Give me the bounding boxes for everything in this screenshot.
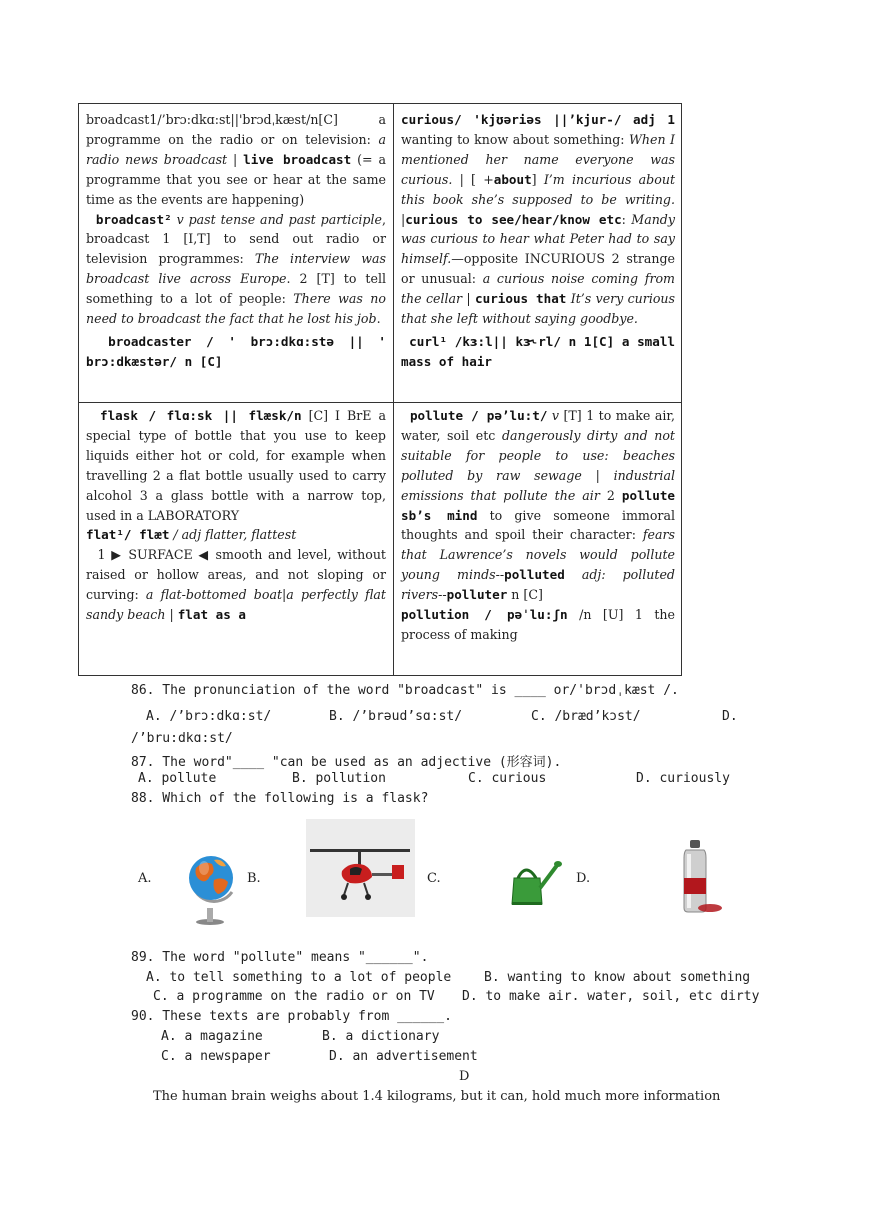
curious-headword: curious/ 'kjʊəriəs ||’kjur-/ adj 1 (401, 112, 675, 127)
broadcast2-headword: broadcast² (95, 211, 172, 227)
q87-option-d[interactable]: D. curiously (636, 771, 730, 786)
table-divider-vertical (393, 104, 394, 675)
q90-option-a[interactable]: A. a magazine (161, 1029, 263, 1044)
question-89: 89. The word "pollute" means "______". (131, 950, 429, 965)
watering-can-icon[interactable] (500, 856, 562, 912)
q90-option-d[interactable]: D. an advertisement (329, 1049, 478, 1064)
broadcast-headword: broadcast1/’brɔ:dkɑ:st||'brɔdˌkæst/n[C] (86, 112, 338, 127)
q87-option-b[interactable]: B. pollution (292, 771, 386, 786)
pollute-headword: pollute / pə’lu:t/ (409, 408, 548, 423)
passage-first-line: The human brain weighs about 1.4 kilograms, but it can, hold much more information (153, 1089, 721, 1104)
q87-option-a[interactable]: A. pollute (138, 771, 217, 786)
q87-option-c[interactable]: C. curious (468, 771, 547, 786)
q89-option-a[interactable]: A. to tell something to a lot of people (146, 970, 452, 985)
q88-option-b[interactable]: B. (247, 871, 261, 886)
entry-pollute: pollute / pə’lu:t/ v [T] 1 to make air, water, soil etc dangerously dirty and not suitable for people to use: beaches polluted by raw sewage | industrial emissions that pollute the air 2 pollute sb’s mind to give someone immoral thoughts and spoil their character: fears that Lawrence’s novels would pollute young minds--polluted adj: polluted rivers--polluter n [C] pollution / pəˈlu:ʃn /n [U] 1 the process of making (401, 408, 675, 642)
dictionary-table (78, 103, 682, 676)
q90-option-b[interactable]: B. a dictionary (322, 1029, 440, 1044)
q86-option-d-text: /’bru:dkɑ:st/ (131, 731, 233, 746)
flat-headword: flat¹/ flæt (86, 527, 170, 543)
flask-bottle-icon[interactable] (676, 838, 726, 916)
section-letter: D (459, 1069, 470, 1084)
entry-broadcast: broadcast1/’brɔ:dkɑ:st||'brɔdˌkæst/n[C] a programme on the radio or on television: a radio news broadcast | live broadcast (= a programme that you see or hear at the same time as the events are happening) broadcast² v past tense and past participle, broadcast 1 [I,T] to send out radio or television programmes: The interview was broadcast live across Europe. 2 [T] to tell something to a lot of people: There was no need to broadcast the fact that he lost his job. broadcaster / ' brɔ:dkɑ:stə || ' brɔ:dkæstər/ n [C] (86, 112, 387, 369)
gyrocopter-icon[interactable] (306, 819, 415, 917)
table-divider-horizontal (79, 402, 681, 403)
entry-curious: curious/ 'kjʊəriəs ||’kjur-/ adj 1 wanting to know about something: When I mentioned her name everyone was curious. | [ +about] I’m incurious about this book she’s supposed to be writing. |curious to see/hear/know etc: Mandy was curious to hear what Peter had to say himself.—opposite INCURIOUS 2 strange or unusual: a curious noise coming from the cellar | curious that It’s very curious that she left without saying goodbye. curl¹ /kɜ:l|| kɜ˞rl/ n 1[C] a small mass of hair (401, 112, 676, 369)
flask-headword: flask / flɑ:sk || flæsk/n (100, 408, 302, 423)
globe-icon[interactable] (184, 850, 239, 926)
q86-option-d[interactable]: D. (722, 709, 738, 724)
q86-option-a[interactable]: A. /’brɔ:dkɑ:st/ (146, 709, 272, 724)
question-86: 86. The pronunciation of the word "broadcast" is ____ or/'brɔdˌkæst /. (131, 683, 679, 698)
q89-option-d[interactable]: D. to make air. water, soil, etc dirty (462, 989, 760, 1004)
q88-option-d[interactable]: D. (576, 871, 591, 886)
q89-option-c[interactable]: C. a programme on the radio or on TV (153, 989, 435, 1004)
q89-option-b[interactable]: B. wanting to know about something (484, 970, 751, 985)
q88-option-a[interactable]: A. (138, 871, 152, 886)
pollution-headword: pollution / pəˈlu:ʃn (401, 607, 568, 623)
entry-flask: flask / flɑ:sk || flæsk/n [C] I BrE a special type of bottle that you use to keep liquids either hot or cold, for example when travelling 2 a flat bottle usually used to carry alcohol 3 a glass bottle with a narrow top, used in a LABORATORY flat¹/ flæt / adj flatter, flattest 1 ▶ SURFACE ◀ smooth and level, without raised or hollow areas, and not sloping or curving: a flat-bottomed boat|a perfectly flat sandy beach | flat as a (86, 408, 386, 623)
q86-option-b[interactable]: B. /’brəud’sɑ:st/ (329, 709, 463, 724)
question-87: 87. The word"____ "can be used as an adjective (形容词). (131, 755, 562, 770)
q86-option-c[interactable]: C. /bræd’kɔst/ (531, 709, 641, 724)
q90-option-c[interactable]: C. a newspaper (161, 1049, 271, 1064)
question-88: 88. Which of the following is a flask? (131, 791, 429, 806)
curl-headword: curl¹ /kɜ:l|| kɜ˞rl/ n 1[C] a small mass of hair (401, 333, 676, 369)
broadcaster-headword: broadcaster / ' brɔ:dkɑ:stə || ' brɔ:dkæstər/ n [C] (86, 333, 386, 369)
question-90: 90. These texts are probably from ______. (131, 1009, 452, 1024)
q88-option-c[interactable]: C. (427, 871, 441, 886)
